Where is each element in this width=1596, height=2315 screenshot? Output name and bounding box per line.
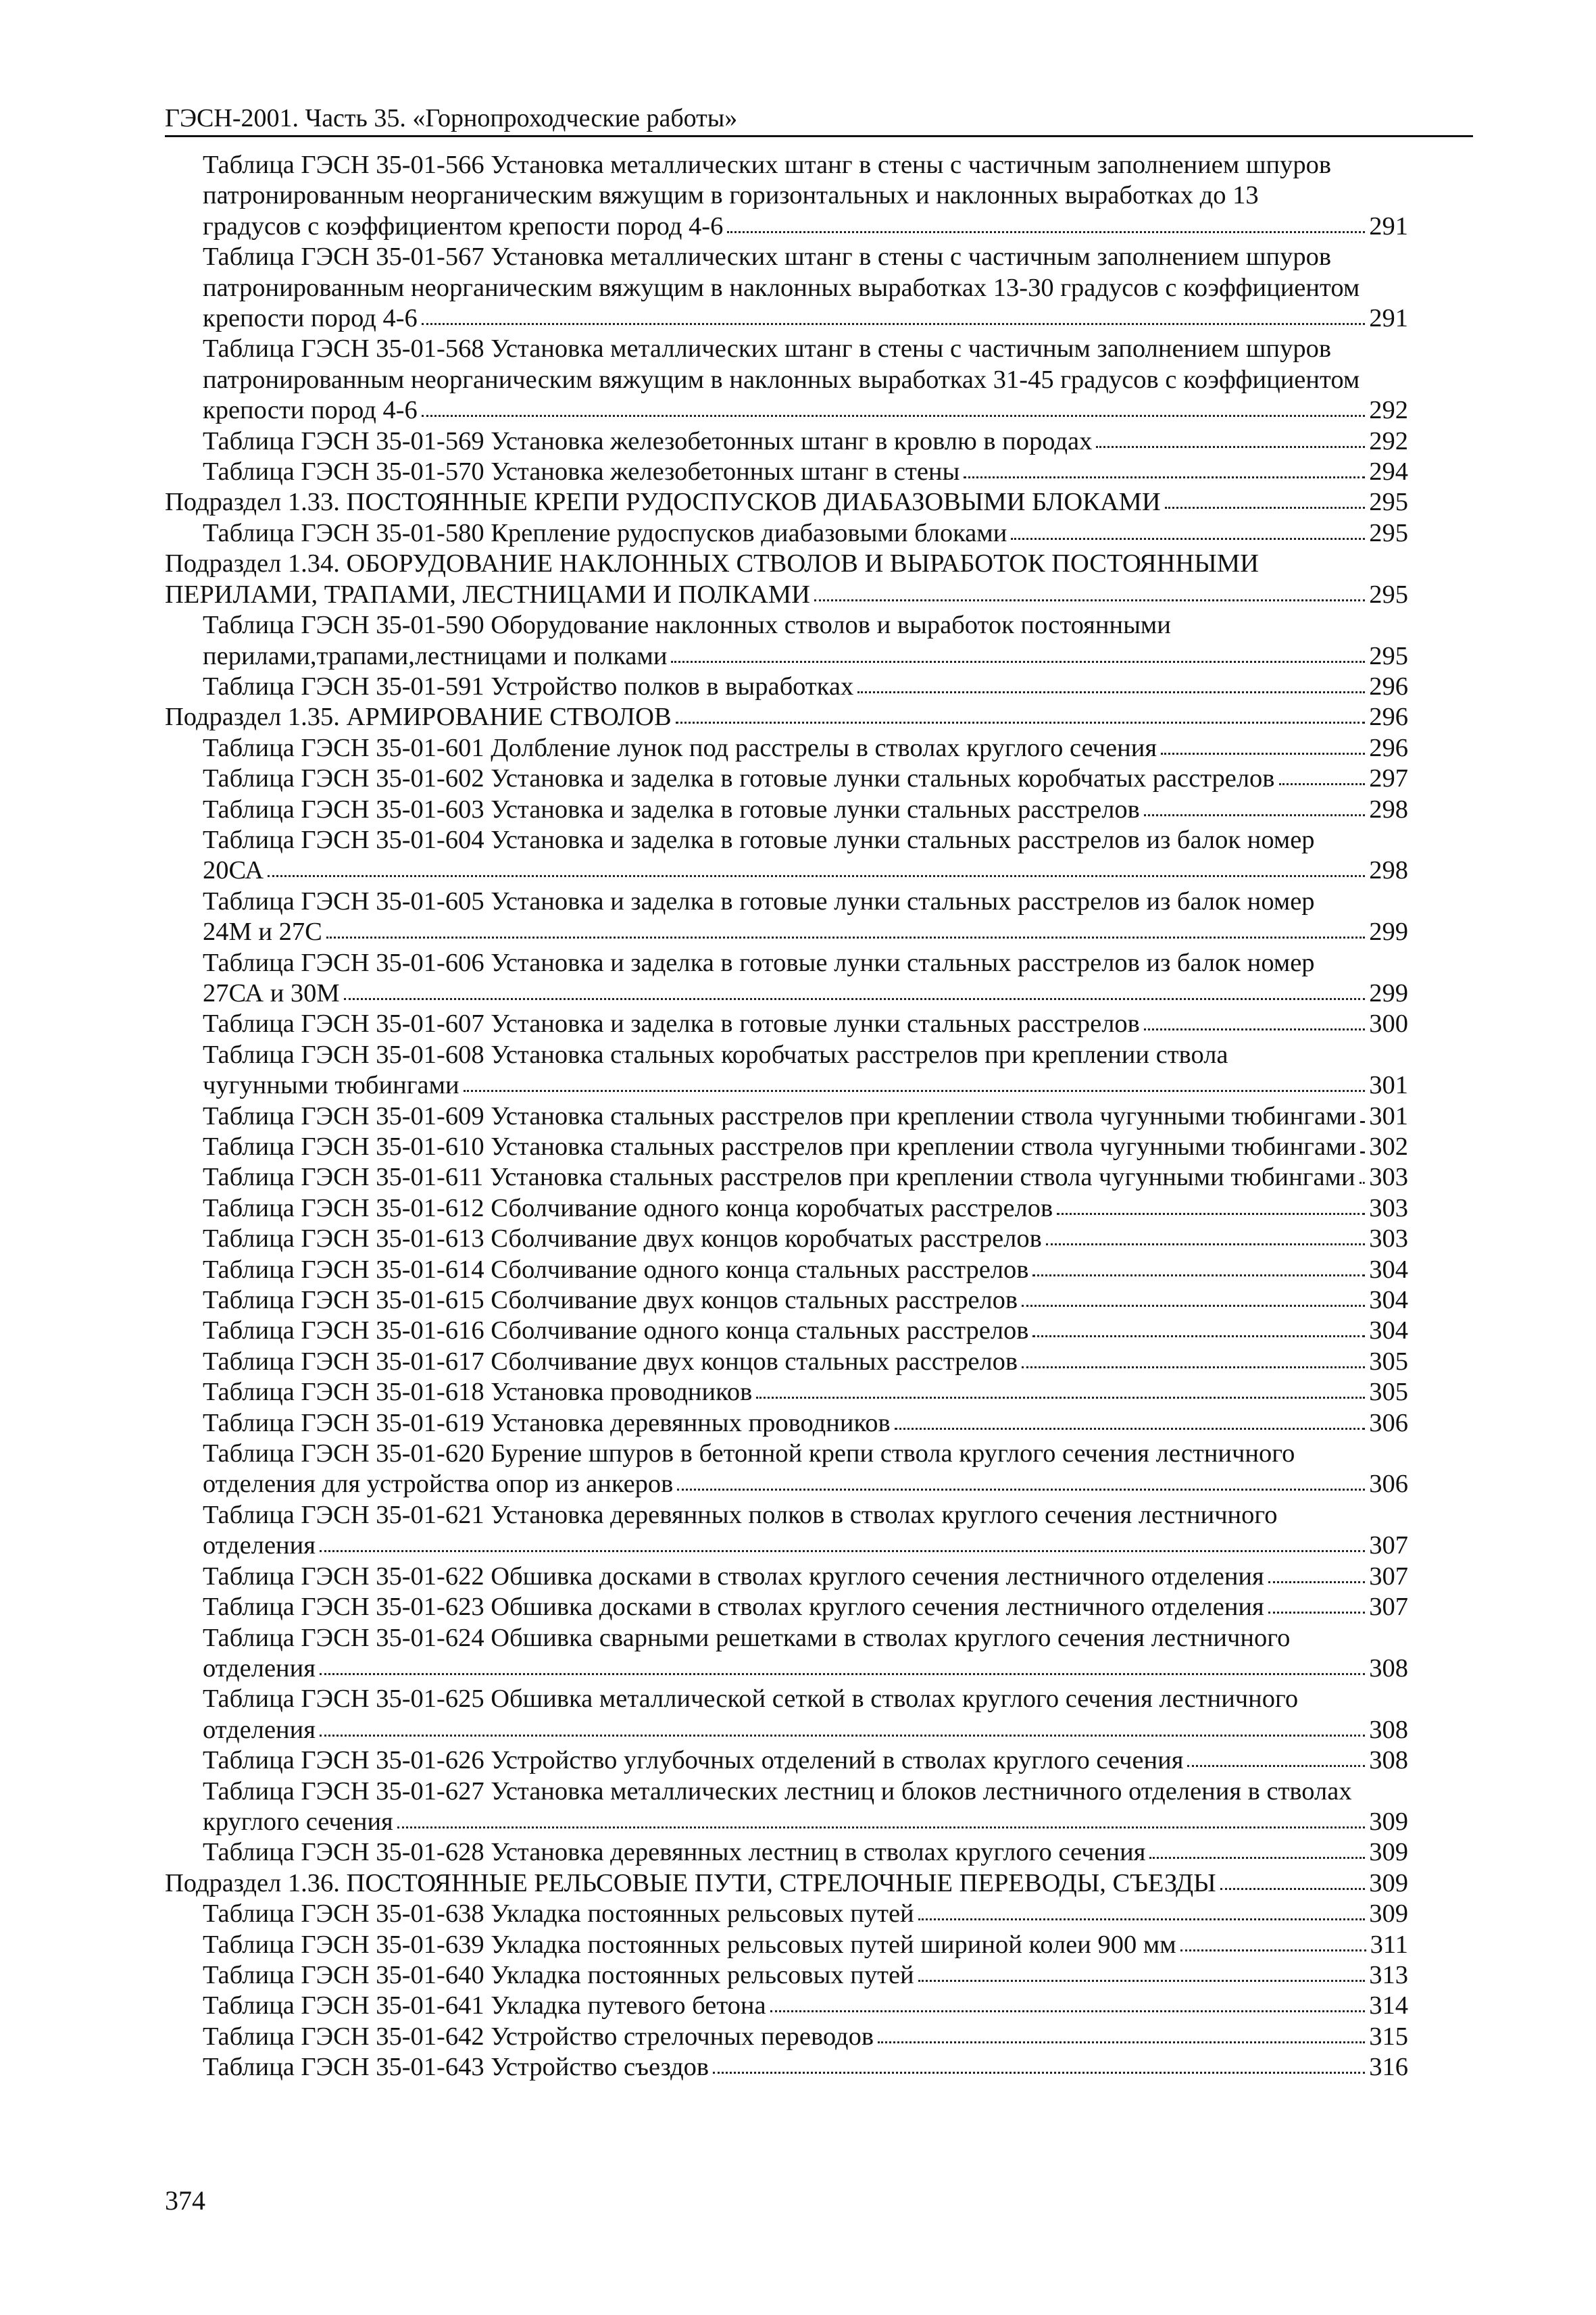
toc-entry-last-line (203, 1991, 1408, 2021)
toc-entry-text-line: отделения для устройства опор из анкеров (203, 1470, 674, 1499)
toc-table-entry[interactable] (165, 1960, 1408, 1991)
toc-entry-text-line: Таблица ГЭСН 35-01-610 Установка стальных расстрелов при креплении ствола чугунными тюбингами (203, 1132, 1357, 1161)
dot-leader (320, 1735, 1365, 1737)
toc-table-entry[interactable] (165, 2022, 1408, 2052)
toc-entry-last-line (203, 1807, 1408, 1837)
toc-table-entry[interactable] (165, 426, 1408, 457)
toc-entry-text-line: Таблица ГЭСН 35-01-590 Оборудование наклонных стволов и выработок постоянными (203, 611, 1171, 640)
toc-entry-text-line: Таблица ГЭСН 35-01-580 Крепление рудоспусков диабазовыми блоками (203, 518, 1007, 547)
toc-entry-text-line: Таблица ГЭСН 35-01-602 Установка и заделка в готовые лунки стальных коробчатых расстрелов (203, 764, 1275, 793)
toc-entry-page-number: 298 (1369, 856, 1408, 885)
toc-entry-text-line: Таблица ГЭСН 35-01-606 Установка и заделка в готовые лунки стальных расстрелов из балок номер (203, 948, 1315, 977)
dot-leader (1268, 1612, 1366, 1614)
toc-entry-page-number: 291 (1369, 211, 1408, 241)
toc-entry-page-number: 309 (1369, 1868, 1408, 1897)
toc-table-entry[interactable] (165, 1132, 1408, 1162)
toc-entry-text-line: патронированным неорганическим вяжущим в горизонтальных и наклонных выработках до 13 (203, 181, 1259, 210)
toc-entry-page-number: 309 (1369, 1838, 1408, 1867)
dot-leader (677, 1489, 1365, 1491)
toc-table-entry[interactable] (165, 1439, 1408, 1500)
toc-entry-last-line (203, 1377, 1408, 1408)
dot-leader (397, 1826, 1365, 1828)
toc-entry-last-line (203, 1285, 1408, 1316)
toc-entry-page-number: 308 (1369, 1746, 1408, 1775)
toc-entry-text-line: Таблица ГЭСН 35-01-623 Обшивка досками в стволах круглого сечения лестничного отделения (203, 1593, 1264, 1622)
toc-table-entry[interactable] (165, 1193, 1408, 1224)
toc-entry-text-line: Таблица ГЭСН 35-01-628 Установка деревянных лестниц в стволах круглого сечения (203, 1838, 1146, 1867)
running-header: ГЭСН-2001. Часть 35. «Горнопроходческие работы» (165, 104, 738, 132)
toc-entry-last-line (203, 1316, 1408, 1346)
toc-entry-page-number: 303 (1369, 1224, 1408, 1253)
toc-entry-page-number: 299 (1369, 918, 1408, 947)
toc-table-entry[interactable] (165, 1285, 1408, 1316)
toc-entry-text-line: крепости пород 4-6 (203, 396, 418, 425)
toc-entry-text-line: Подраздел 1.33. ПОСТОЯННЫЕ КРЕПИ РУДОСПУСКОВ ДИАБАЗОВЫМИ БЛОКАМИ (165, 488, 1161, 517)
toc-entry-text-line: Таблица ГЭСН 35-01-612 Сболчивание одного конца коробчатых расстрелов (203, 1193, 1053, 1222)
dot-leader (1220, 1888, 1366, 1890)
toc-entry-page-number: 311 (1370, 1930, 1408, 1959)
toc-entry-text-line: круглого сечения (203, 1807, 393, 1836)
toc-entry-text-line: 27СА и 30М (203, 978, 340, 1007)
toc-entry-page-number: 295 (1369, 580, 1408, 609)
dot-leader (344, 998, 1366, 1000)
toc-entry-text-line: Таблица ГЭСН 35-01-615 Сболчивание двух концов стальных расстрелов (203, 1286, 1018, 1315)
toc-entry-page-number: 300 (1369, 1010, 1408, 1039)
toc-table-entry[interactable] (165, 1255, 1408, 1285)
dot-leader (676, 722, 1366, 724)
dot-leader (1180, 1949, 1366, 1951)
toc-table-entry[interactable] (165, 1316, 1408, 1346)
toc-entry-page-number: 307 (1369, 1593, 1408, 1622)
toc-entry-text-line: Таблица ГЭСН 35-01-605 Установка и заделка в готовые лунки стальных расстрелов из балок номер (203, 887, 1315, 916)
toc-table-entry[interactable] (165, 1500, 1408, 1562)
toc-entry-page-number: 303 (1369, 1193, 1408, 1222)
dot-leader (422, 323, 1365, 325)
toc-table-entry[interactable] (165, 1101, 1408, 1132)
toc-entry-text-line: 20СА (203, 856, 264, 885)
dot-leader (857, 691, 1365, 693)
toc-entry-last-line (203, 1592, 1408, 1622)
toc-table-entry[interactable] (165, 764, 1408, 794)
dot-leader (770, 2010, 1366, 2012)
toc-entry-text-line: Таблица ГЭСН 35-01-616 Сболчивание одного конца стальных расстрелов (203, 1316, 1029, 1345)
toc-entry-page-number: 299 (1369, 978, 1408, 1007)
page-number: 374 (165, 2185, 205, 2216)
toc-entry-last-line (203, 2022, 1408, 2052)
toc-entry-page-number: 295 (1369, 518, 1408, 547)
toc-entry-text-line: Таблица ГЭСН 35-01-619 Установка деревянных проводников (203, 1408, 891, 1437)
dot-leader (713, 2072, 1365, 2074)
toc-entry-page-number: 302 (1369, 1132, 1408, 1161)
dot-leader (1360, 1182, 1366, 1184)
toc-entry-text-line: ПЕРИЛАМИ, ТРАПАМИ, ЛЕСТНИЦАМИ И ПОЛКАМИ (165, 580, 810, 609)
toc-table-entry[interactable] (165, 457, 1408, 487)
toc-entry-text-line: градусов с коэффициентом крепости пород 4-6 (203, 211, 724, 241)
toc-entry-text-line: 24М и 27С (203, 918, 322, 947)
dot-leader (1360, 1151, 1365, 1153)
dot-leader (1279, 783, 1366, 785)
toc-table-entry[interactable] (165, 1776, 1408, 1838)
toc-subsection-entry[interactable] (165, 549, 1408, 610)
toc-entry-last-line (203, 1162, 1408, 1193)
dot-leader (1011, 538, 1365, 540)
toc-entry-text-line: Таблица ГЭСН 35-01-567 Установка металлических штанг в стены с частичным заполнением шпуров (203, 243, 1332, 272)
toc-entry-text-line: Таблица ГЭСН 35-01-611 Установка стальных расстрелов при креплении ствола чугунными тюбингами (203, 1163, 1355, 1192)
toc-entry-text-line: Таблица ГЭСН 35-01-613 Сболчивание двух концов коробчатых расстрелов (203, 1224, 1042, 1253)
toc-entry-last-line (203, 457, 1408, 487)
toc-entry-text-line: патронированным неорганическим вяжущим в наклонных выработках 13-30 градусов с коэффициентом (203, 273, 1360, 302)
toc-entry-last-line (203, 1408, 1408, 1439)
toc-table-entry[interactable] (165, 2052, 1408, 2083)
toc-entry-last-line (203, 641, 1408, 672)
toc-entry-last-line (203, 1070, 1408, 1101)
toc-entry-last-line (203, 1530, 1408, 1561)
toc-entry-page-number: 296 (1369, 703, 1408, 732)
toc-table-entry[interactable] (165, 672, 1408, 702)
toc-entry-text-line: отделения (203, 1653, 316, 1683)
toc-table-entry[interactable] (165, 795, 1408, 825)
toc-entry-page-number: 296 (1369, 733, 1408, 762)
toc-entry-last-line (203, 1132, 1408, 1162)
toc-entry-last-line (203, 1562, 1408, 1592)
toc-entry-text-line: Таблица ГЭСН 35-01-622 Обшивка досками в стволах круглого сечения лестничного отделения (203, 1562, 1264, 1591)
dot-leader (1022, 1366, 1365, 1368)
toc-entry-last-line (203, 978, 1408, 1009)
dot-leader (1096, 446, 1365, 448)
toc-table-entry[interactable] (165, 1377, 1408, 1408)
toc-entry-page-number: 309 (1369, 1807, 1408, 1836)
toc-entry-text-line: Таблица ГЭСН 35-01-569 Установка железобетонных штанг в кровлю в породах (203, 426, 1093, 455)
toc-entry-last-line (203, 672, 1408, 702)
toc-entry-page-number: 306 (1369, 1408, 1408, 1437)
dot-leader (1144, 1028, 1365, 1030)
dot-leader (878, 2041, 1365, 2043)
toc-entry-text-line: Таблица ГЭСН 35-01-570 Установка железобетонных штанг в стены (203, 457, 960, 487)
dot-leader (671, 661, 1365, 663)
toc-entry-text-line: Таблица ГЭСН 35-01-603 Установка и заделка в готовые лунки стальных расстрелов (203, 795, 1140, 824)
toc-table-entry[interactable] (165, 1684, 1408, 1745)
dot-leader (1022, 1305, 1365, 1307)
toc-subsection-entry[interactable] (165, 702, 1408, 732)
toc-table-entry[interactable] (165, 1224, 1408, 1254)
toc-entry-last-line (165, 1868, 1408, 1899)
toc-entry-text-line: Таблица ГЭСН 35-01-618 Установка проводников (203, 1378, 753, 1407)
toc-entry-last-line (203, 1960, 1408, 1991)
toc-entry-page-number: 306 (1369, 1470, 1408, 1499)
toc-table-entry[interactable] (165, 610, 1408, 672)
dot-leader (895, 1428, 1366, 1430)
toc-table-entry[interactable] (165, 1562, 1408, 1592)
dot-leader (1268, 1581, 1366, 1583)
toc-table-entry[interactable] (165, 1837, 1408, 1868)
toc-entry-text-line: Таблица ГЭСН 35-01-591 Устройство полков в выработках (203, 672, 854, 701)
toc-entry-text-line: Таблица ГЭСН 35-01-625 Обшивка металлической сеткой в стволах круглого сечения лестничного (203, 1685, 1299, 1714)
toc-entry-page-number: 301 (1369, 1101, 1408, 1130)
toc-entry-last-line (203, 1224, 1408, 1254)
toc-entry-text-line: перилами,трапами,лестницами и полками (203, 641, 668, 670)
toc-entry-last-line (203, 518, 1408, 549)
toc-entry-text-line: Таблица ГЭСН 35-01-601 Долбление лунок под расстрелы в стволах круглого сечения (203, 733, 1157, 762)
toc-entry-text-line: Таблица ГЭСН 35-01-607 Установка и заделка в готовые лунки стальных расстрелов (203, 1010, 1140, 1039)
toc-entry-page-number: 303 (1369, 1163, 1408, 1192)
dot-leader (1165, 507, 1366, 509)
dot-leader (268, 875, 1365, 877)
dot-leader (1360, 1121, 1365, 1123)
toc-entry-text-line: патронированным неорганическим вяжущим в наклонных выработках 31-45 градусов с коэффициентом (203, 365, 1360, 394)
toc-subsection-entry[interactable] (165, 487, 1408, 518)
toc-entry-text-line: Таблица ГЭСН 35-01-621 Установка деревянных полков в стволах круглого сечения лестничного (203, 1500, 1278, 1529)
toc-entry-last-line (203, 1930, 1408, 1960)
toc-table-entry[interactable] (165, 1930, 1408, 1960)
toc-entry-page-number: 295 (1369, 488, 1408, 517)
dot-leader (1046, 1243, 1365, 1245)
toc-table-entry[interactable] (165, 1899, 1408, 1929)
toc-entry-last-line (203, 1009, 1408, 1039)
toc-entry-text-line: Таблица ГЭСН 35-01-608 Установка стальных коробчатых расстрелов при креплении ствола (203, 1040, 1228, 1069)
toc-entry-page-number: 315 (1369, 2022, 1408, 2051)
toc-table-entry[interactable] (165, 1623, 1408, 1685)
toc-entry-text-line: Таблица ГЭСН 35-01-640 Укладка постоянных рельсовых путей (203, 1960, 914, 1989)
toc-entry-page-number: 307 (1369, 1531, 1408, 1560)
toc-entry-text-line: Таблица ГЭСН 35-01-566 Установка металлических штанг в стены с частичным заполнением шпуров (203, 151, 1332, 179)
dot-leader (1057, 1213, 1365, 1215)
toc-entry-last-line (203, 1347, 1408, 1377)
header-rule (165, 135, 1473, 137)
toc-entry-last-line (203, 426, 1408, 457)
dot-leader (464, 1090, 1366, 1092)
toc-entry-last-line (165, 580, 1408, 610)
toc-entry-last-line (203, 1837, 1408, 1868)
toc-entry-last-line (203, 1193, 1408, 1224)
table-of-contents (165, 150, 1408, 2083)
toc-entry-page-number: 316 (1369, 2053, 1408, 2082)
dot-leader (814, 599, 1365, 601)
dot-leader (918, 1918, 1366, 1920)
toc-table-entry[interactable] (165, 334, 1408, 426)
toc-entry-page-number: 313 (1369, 1960, 1408, 1989)
toc-entry-page-number: 305 (1369, 1347, 1408, 1376)
toc-entry-page-number: 292 (1369, 426, 1408, 455)
toc-table-entry[interactable] (165, 242, 1408, 334)
toc-entry-last-line (203, 1715, 1408, 1745)
toc-entry-text-line: Таблица ГЭСН 35-01-627 Установка металлических лестниц и блоков лестничного отделения в стволах (203, 1776, 1352, 1806)
toc-entry-last-line (203, 1899, 1408, 1929)
toc-entry-page-number: 309 (1369, 1899, 1408, 1928)
toc-entry-page-number: 298 (1369, 795, 1408, 824)
dot-leader (320, 1550, 1365, 1552)
toc-entry-last-line (203, 303, 1408, 334)
toc-entry-text-line: Таблица ГЭСН 35-01-642 Устройство стрелочных переводов (203, 2022, 874, 2051)
dot-leader (756, 1397, 1365, 1399)
toc-entry-text-line: Подраздел 1.36. ПОСТОЯННЫЕ РЕЛЬСОВЫЕ ПУТИ, СТРЕЛОЧНЫЕ ПЕРЕВОДЫ, СЪЕЗДЫ (165, 1868, 1216, 1897)
toc-entry-text-line: Таблица ГЭСН 35-01-641 Укладка путевого бетона (203, 1991, 766, 2020)
toc-entry-text-line: Таблица ГЭСН 35-01-609 Установка стальных расстрелов при креплении ствола чугунными тюбингами (203, 1101, 1357, 1130)
toc-entry-last-line (165, 702, 1408, 732)
toc-entry-last-line (203, 795, 1408, 825)
toc-entry-last-line (203, 211, 1408, 242)
toc-table-entry[interactable] (165, 887, 1408, 948)
toc-entry-last-line (203, 1255, 1408, 1285)
toc-entry-page-number: 296 (1369, 672, 1408, 701)
toc-entry-page-number: 291 (1369, 304, 1408, 333)
toc-entry-last-line (203, 855, 1408, 886)
toc-entry-text-line: Подраздел 1.34. ОБОРУДОВАНИЕ НАКЛОННЫХ СТВОЛОВ И ВЫРАБОТОК ПОСТОЯННЫМИ (165, 549, 1259, 578)
dot-leader (326, 937, 1365, 939)
toc-entry-last-line (203, 2052, 1408, 2083)
toc-entry-text-line: крепости пород 4-6 (203, 304, 418, 333)
toc-table-entry[interactable] (165, 1347, 1408, 1377)
toc-entry-page-number: 301 (1369, 1071, 1408, 1100)
toc-table-entry[interactable] (165, 1745, 1408, 1776)
toc-entry-last-line (165, 487, 1408, 518)
toc-entry-text-line: Подраздел 1.35. АРМИРОВАНИЕ СТВОЛОВ (165, 703, 672, 732)
toc-entry-last-line (203, 733, 1408, 764)
toc-table-entry[interactable] (165, 1408, 1408, 1439)
toc-entry-last-line (203, 917, 1408, 947)
dot-leader (964, 476, 1365, 478)
dot-leader (1032, 1335, 1365, 1337)
toc-entry-text-line: Таблица ГЭСН 35-01-626 Устройство углубочных отделений в стволах круглого сечения (203, 1746, 1184, 1775)
toc-entry-text-line: отделения (203, 1531, 316, 1560)
toc-entry-last-line (203, 1469, 1408, 1499)
dot-leader (422, 415, 1365, 417)
toc-table-entry[interactable] (165, 733, 1408, 764)
toc-entry-text-line: Таблица ГЭСН 35-01-624 Обшивка сварными решетками в стволах круглого сечения лестничного (203, 1623, 1291, 1652)
toc-table-entry[interactable] (165, 150, 1408, 242)
toc-entry-text-line: чугунными тюбингами (203, 1071, 459, 1100)
toc-entry-text-line: Таблица ГЭСН 35-01-568 Установка металлических штанг в стены с частичным заполнением шпуров (203, 334, 1332, 364)
toc-entry-page-number: 304 (1369, 1286, 1408, 1315)
toc-table-entry[interactable] (165, 1991, 1408, 2021)
toc-table-entry[interactable] (165, 1009, 1408, 1039)
dot-leader (918, 1980, 1366, 1982)
toc-entry-text-line: Таблица ГЭСН 35-01-614 Сболчивание одного конца стальных расстрелов (203, 1255, 1029, 1284)
toc-table-entry[interactable] (165, 518, 1408, 549)
toc-table-entry[interactable] (165, 1162, 1408, 1193)
toc-entry-page-number: 295 (1369, 641, 1408, 670)
toc-entry-last-line (203, 1101, 1408, 1132)
toc-entry-last-line (203, 1745, 1408, 1776)
toc-entry-page-number: 308 (1369, 1715, 1408, 1744)
toc-table-entry[interactable] (165, 948, 1408, 1010)
dot-leader (320, 1673, 1365, 1675)
dot-leader (1149, 1857, 1365, 1859)
toc-entry-page-number: 308 (1369, 1653, 1408, 1683)
toc-entry-page-number: 304 (1369, 1316, 1408, 1345)
toc-entry-page-number: 292 (1369, 396, 1408, 425)
toc-table-entry[interactable] (165, 1592, 1408, 1622)
toc-entry-text-line: Таблица ГЭСН 35-01-617 Сболчивание двух концов стальных расстрелов (203, 1347, 1018, 1376)
toc-subsection-entry[interactable] (165, 1868, 1408, 1899)
toc-entry-last-line (203, 764, 1408, 794)
toc-entry-page-number: 314 (1369, 1991, 1408, 2020)
toc-entry-text-line: Таблица ГЭСН 35-01-604 Установка и заделка в готовые лунки стальных расстрелов из балок номер (203, 825, 1315, 854)
toc-entry-page-number: 304 (1369, 1255, 1408, 1284)
toc-table-entry[interactable] (165, 825, 1408, 887)
toc-entry-text-line: Таблица ГЭСН 35-01-639 Укладка постоянных рельсовых путей шириной колеи 900 мм (203, 1930, 1176, 1959)
toc-entry-text-line: отделения (203, 1715, 316, 1744)
toc-entry-text-line: Таблица ГЭСН 35-01-620 Бурение шпуров в бетонной крепи ствола круглого сечения лестничного (203, 1439, 1295, 1468)
dot-leader (727, 231, 1365, 233)
dot-leader (1187, 1765, 1365, 1767)
toc-entry-text-line: Таблица ГЭСН 35-01-643 Устройство съездов (203, 2053, 709, 2082)
toc-entry-text-line: Таблица ГЭСН 35-01-638 Укладка постоянных рельсовых путей (203, 1899, 914, 1928)
toc-entry-page-number: 297 (1369, 764, 1408, 793)
toc-entry-last-line (203, 395, 1408, 426)
dot-leader (1144, 814, 1365, 816)
toc-entry-page-number: 307 (1369, 1562, 1408, 1591)
toc-entry-page-number: 294 (1369, 457, 1408, 487)
dot-leader (1161, 753, 1365, 755)
dot-leader (1032, 1274, 1365, 1276)
toc-entry-page-number: 305 (1369, 1378, 1408, 1407)
toc-entry-last-line (203, 1653, 1408, 1684)
toc-table-entry[interactable] (165, 1040, 1408, 1101)
